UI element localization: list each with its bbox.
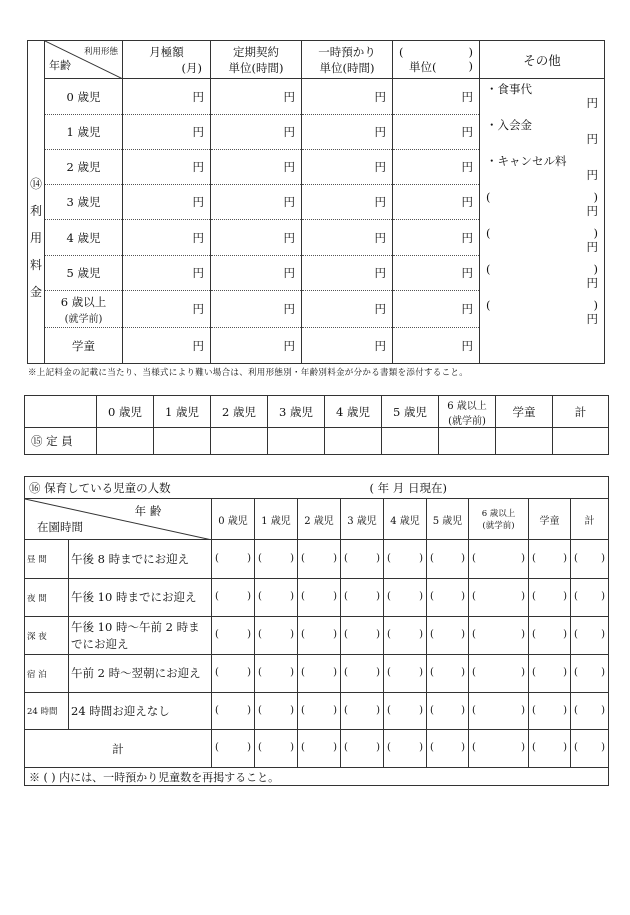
children-count-cell[interactable]: ( ) <box>469 579 529 617</box>
capacity-cell[interactable] <box>97 428 154 455</box>
children-row-desc: 午後 10 時までにお迎え <box>69 579 212 617</box>
capacity-col: 3 歳児 <box>268 396 325 428</box>
children-count-cell[interactable]: ( ) <box>384 579 427 617</box>
fee-cell[interactable]: 円 <box>123 256 211 291</box>
fee-cell[interactable]: 円 <box>123 115 211 150</box>
children-count-cell[interactable]: ( ) <box>255 617 298 655</box>
children-count-cell[interactable]: ( ) <box>529 730 571 768</box>
capacity-col: 2 歳児 <box>211 396 268 428</box>
fee-cell[interactable]: 円 <box>302 150 393 185</box>
children-count-cell[interactable]: ( ) <box>571 540 609 579</box>
children-col: 計 <box>571 499 609 540</box>
children-count-cell[interactable]: ( ) <box>469 540 529 579</box>
children-col: 学童 <box>529 499 571 540</box>
children-count-cell[interactable]: ( ) <box>341 540 384 579</box>
children-count-cell[interactable]: ( ) <box>427 617 469 655</box>
fees-age-label: 5 歳児 <box>45 256 123 291</box>
children-row <box>25 655 609 693</box>
children-col: 4 歳児 <box>384 499 427 540</box>
children-count-cell[interactable]: ( ) <box>529 540 571 579</box>
capacity-col: 6 歳以上 (就学前) <box>439 396 496 428</box>
fee-cell[interactable]: 円 <box>123 328 211 364</box>
capacity-col: 4 歳児 <box>325 396 382 428</box>
fee-cell[interactable]: 円 <box>211 328 302 364</box>
children-count-cell[interactable]: ( ) <box>212 617 255 655</box>
fee-cell[interactable]: 円 <box>123 220 211 256</box>
children-count-cell[interactable]: ( ) <box>255 655 298 693</box>
children-count-cell[interactable]: ( ) <box>255 579 298 617</box>
capacity-col: 0 歳児 <box>97 396 154 428</box>
children-count-cell[interactable]: ( ) <box>255 693 298 730</box>
children-row-desc: 午前 2 時～翌朝にお迎え <box>69 655 212 693</box>
children-count-cell[interactable]: ( ) <box>529 655 571 693</box>
capacity-cell[interactable] <box>154 428 211 455</box>
children-count-cell[interactable]: ( ) <box>529 693 571 730</box>
fee-cell[interactable]: 円 <box>302 256 393 291</box>
fee-cell[interactable]: 円 <box>302 185 393 220</box>
fee-cell[interactable]: 円 <box>123 185 211 220</box>
other-item-meal: ・食事代 <box>486 82 532 96</box>
fee-cell[interactable]: 円 <box>123 79 211 115</box>
children-total-row <box>25 730 609 768</box>
children-count-cell[interactable]: ( ) <box>298 579 341 617</box>
children-row-label: 昼 間 <box>25 540 69 579</box>
children-total-label: 計 <box>25 730 212 768</box>
children-count-cell[interactable]: ( ) <box>529 579 571 617</box>
children-count-cell[interactable]: ( ) <box>212 579 255 617</box>
children-count-cell[interactable]: ( ) <box>384 730 427 768</box>
children-count-cell[interactable]: ( ) <box>212 540 255 579</box>
children-count-cell[interactable]: ( ) <box>212 730 255 768</box>
children-row-label: 宿 泊 <box>25 655 69 693</box>
children-row <box>25 693 609 730</box>
other-item-cancel: ・キャンセル料 <box>486 154 567 168</box>
capacity-cell[interactable] <box>439 428 496 455</box>
children-count-cell[interactable]: ( ) <box>384 540 427 579</box>
children-count-cell[interactable]: ( ) <box>255 540 298 579</box>
fee-cell[interactable]: 円 <box>211 150 302 185</box>
children-count-cell[interactable]: ( ) <box>427 540 469 579</box>
fee-cell[interactable]: 円 <box>393 150 480 185</box>
children-col: 3 歳児 <box>341 499 384 540</box>
children-title: ⑯ 保育している児童の人数 <box>29 480 171 495</box>
fee-cell[interactable]: 円 <box>211 115 302 150</box>
fees-age-label: 0 歳児 <box>45 79 123 115</box>
children-count-cell[interactable]: ( ) <box>212 655 255 693</box>
fee-cell[interactable]: 円 <box>211 256 302 291</box>
children-count-cell[interactable]: ( ) <box>341 579 384 617</box>
children-col: 5 歳児 <box>427 499 469 540</box>
fee-cell[interactable]: 円 <box>302 115 393 150</box>
children-row-label: 24 時間 <box>25 693 69 730</box>
capacity-col: 1 歳児 <box>154 396 211 428</box>
fee-cell[interactable]: 円 <box>211 220 302 256</box>
children-count-cell[interactable]: ( ) <box>469 655 529 693</box>
children-count-cell[interactable]: ( ) <box>298 655 341 693</box>
fee-cell[interactable]: 円 <box>393 220 480 256</box>
children-count-cell[interactable]: ( ) <box>571 579 609 617</box>
children-row-desc: 午後 8 時までにお迎え <box>69 540 212 579</box>
children-header-diagonal: 年 齢 在園時間 <box>25 499 212 540</box>
children-count-cell[interactable]: ( ) <box>341 730 384 768</box>
fees-header-diagonal: 利用形態 年齢 <box>45 41 123 79</box>
fee-cell[interactable]: 円 <box>393 185 480 220</box>
fee-cell[interactable]: 円 <box>302 291 393 328</box>
children-count-cell[interactable]: ( ) <box>298 617 341 655</box>
fees-header-monthly: 月極額 (月) <box>123 41 211 79</box>
fees-age-label: 4 歳児 <box>45 220 123 256</box>
fees-header-contract: 定期契約 単位(時間) <box>211 41 302 79</box>
fees-age-label: 1 歳児 <box>45 115 123 150</box>
capacity-cell[interactable] <box>382 428 439 455</box>
children-count-cell[interactable]: ( ) <box>529 617 571 655</box>
children-count-cell[interactable]: ( ) <box>427 730 469 768</box>
children-count-cell[interactable]: ( ) <box>341 655 384 693</box>
capacity-col: 計 <box>553 396 609 428</box>
fee-cell[interactable]: 円 <box>393 291 480 328</box>
capacity-row-label: ⑮ 定 員 <box>25 428 97 455</box>
fee-cell[interactable]: 円 <box>211 185 302 220</box>
children-count-cell[interactable]: ( ) <box>469 617 529 655</box>
fees-header-other: その他 <box>480 41 605 79</box>
children-count-cell[interactable]: ( ) <box>298 693 341 730</box>
fee-cell[interactable]: 円 <box>393 79 480 115</box>
children-title-row <box>25 477 609 499</box>
fees-other-items[interactable]: ・食事代 円 ・入会金 円 ・キャンセル料 円 ( ) 円 ( ) 円 ( ) 円 ( ) 円 <box>480 79 605 364</box>
children-count-cell[interactable]: ( ) <box>341 617 384 655</box>
children-row <box>25 540 609 579</box>
fee-cell[interactable]: 円 <box>211 291 302 328</box>
capacity-col: 5 歳児 <box>382 396 439 428</box>
fee-cell[interactable]: 円 <box>302 328 393 364</box>
fee-cell[interactable]: 円 <box>393 256 480 291</box>
capacity-col: 学童 <box>496 396 553 428</box>
children-col: 6 歳以上 (就学前) <box>469 499 529 540</box>
capacity-table <box>24 395 609 455</box>
fees-header-temporary: 一時預かり 単位(時間) <box>302 41 393 79</box>
fees-age-label: 学童 <box>45 328 123 364</box>
children-count-cell[interactable]: ( ) <box>255 730 298 768</box>
children-count-cell[interactable]: ( ) <box>469 693 529 730</box>
children-count-cell[interactable]: ( ) <box>298 730 341 768</box>
children-col: 1 歳児 <box>255 499 298 540</box>
fees-table <box>27 40 605 364</box>
fees-age-label: 6 歳以上 (就学前) <box>45 291 123 328</box>
capacity-cell[interactable] <box>325 428 382 455</box>
children-row-desc: 24 時間お迎えなし <box>69 693 212 730</box>
fee-cell[interactable]: 円 <box>302 79 393 115</box>
fee-cell[interactable]: 円 <box>123 150 211 185</box>
children-count-cell[interactable]: ( ) <box>427 579 469 617</box>
fees-side-label: ⑭ 利 用 料 金 <box>28 41 45 364</box>
children-row-desc: 午後 10 時～午前 2 時までにお迎え <box>69 617 212 655</box>
capacity-cell[interactable] <box>496 428 553 455</box>
children-count-cell[interactable]: ( ) <box>212 693 255 730</box>
children-row-label: 深 夜 <box>25 617 69 655</box>
children-count-cell[interactable]: ( ) <box>384 617 427 655</box>
children-count-cell[interactable]: ( ) <box>384 655 427 693</box>
capacity-cell[interactable] <box>268 428 325 455</box>
children-count-cell[interactable]: ( ) <box>571 617 609 655</box>
capacity-cell[interactable] <box>211 428 268 455</box>
fees-age-label: 3 歳児 <box>45 185 123 220</box>
fees-note: ※上記料金の記載に当たり、当様式により難い場合は、利用形態別・年齢別料金が分かる書類を添付すること。 <box>28 368 469 378</box>
fee-cell[interactable]: 円 <box>211 79 302 115</box>
children-row <box>25 617 609 655</box>
children-count-cell[interactable]: ( ) <box>427 655 469 693</box>
fees-age-label: 2 歳児 <box>45 150 123 185</box>
children-note: ※ ( ) 内には、一時預かり児童数を再掲すること。 <box>25 768 609 786</box>
children-col: 0 歳児 <box>212 499 255 540</box>
children-date: ( 年 月 日現在) <box>369 480 447 495</box>
children-count-cell[interactable]: ( ) <box>341 693 384 730</box>
capacity-cell[interactable] <box>553 428 609 455</box>
children-table <box>24 476 609 786</box>
fee-cell[interactable]: 円 <box>302 220 393 256</box>
other-item-entry: ・入会金 <box>486 118 532 132</box>
children-count-cell[interactable]: ( ) <box>298 540 341 579</box>
children-count-cell[interactable]: ( ) <box>427 693 469 730</box>
children-count-cell[interactable]: ( ) <box>384 693 427 730</box>
fee-cell[interactable]: 円 <box>123 291 211 328</box>
children-row-label: 夜 間 <box>25 579 69 617</box>
fee-cell[interactable]: 円 <box>393 115 480 150</box>
children-col: 2 歳児 <box>298 499 341 540</box>
children-count-cell[interactable]: ( ) <box>571 655 609 693</box>
fees-header-custom: ( ) 単位( ) <box>393 41 480 79</box>
children-count-cell[interactable]: ( ) <box>571 693 609 730</box>
children-count-cell[interactable]: ( ) <box>469 730 529 768</box>
fee-cell[interactable]: 円 <box>393 328 480 364</box>
children-row <box>25 579 609 617</box>
children-count-cell[interactable]: ( ) <box>571 730 609 768</box>
